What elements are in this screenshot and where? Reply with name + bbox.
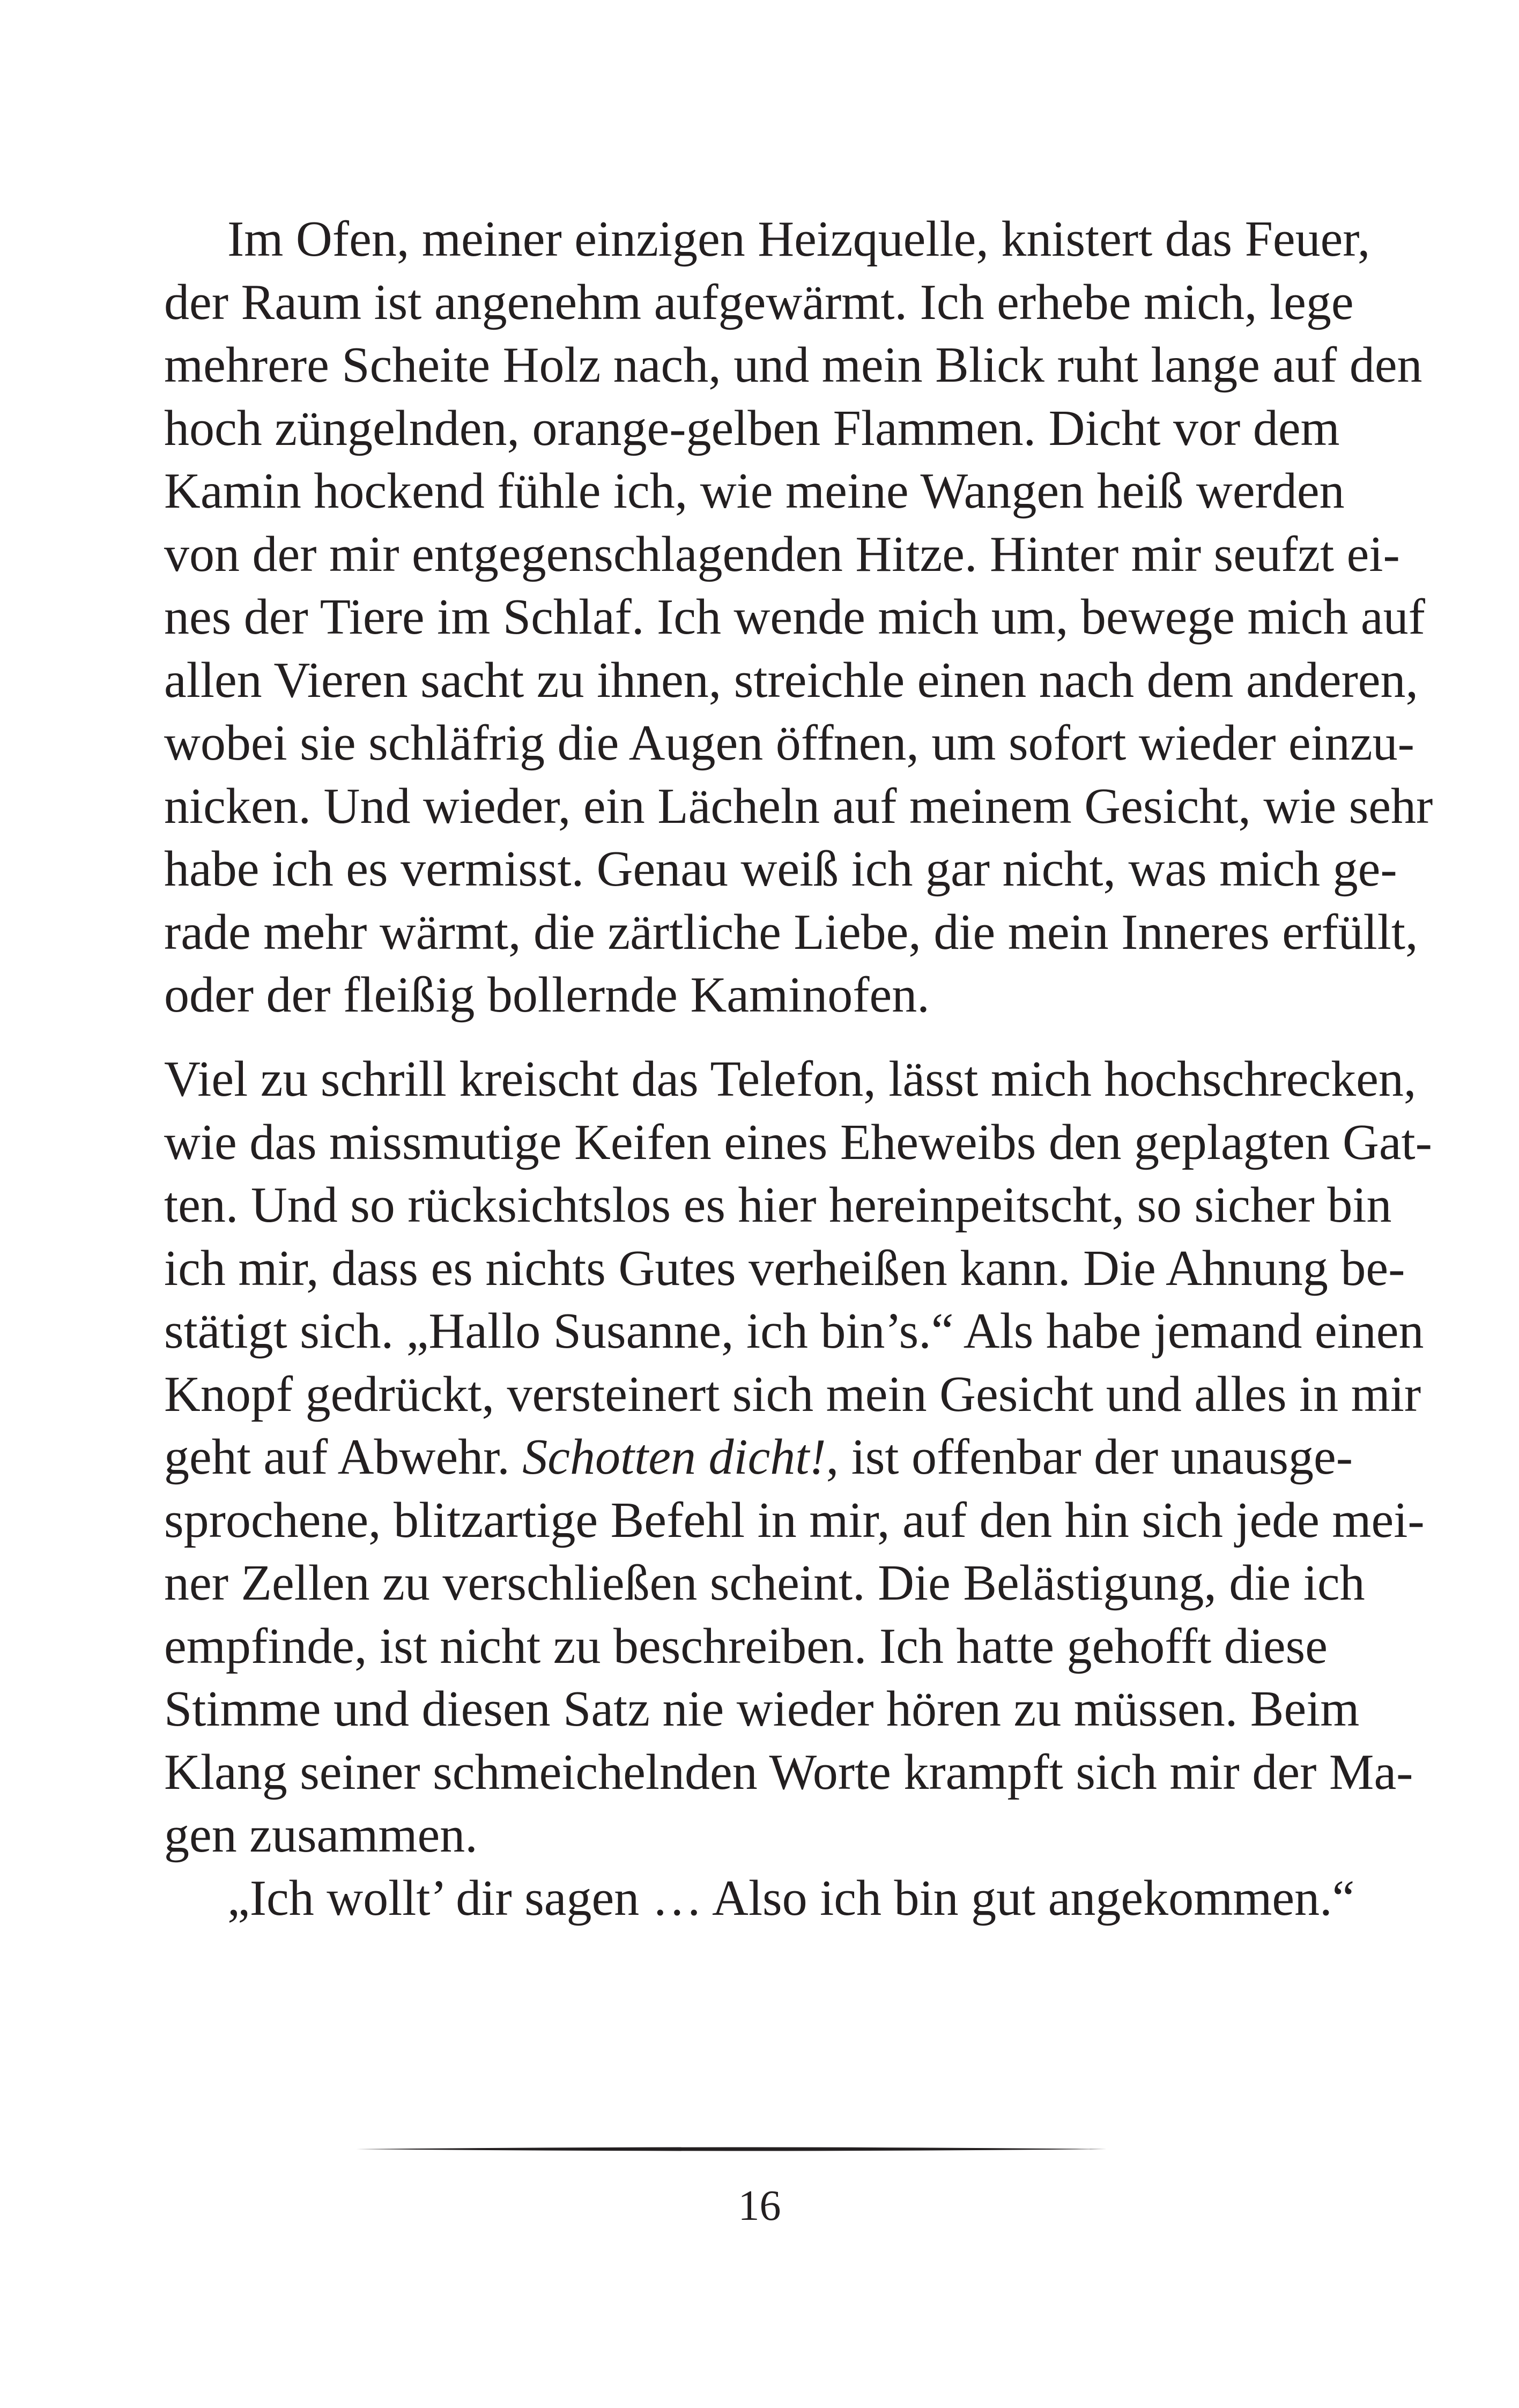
text-line: Kamin hockend fühle ich, wie meine Wangen heiß werden bbox=[164, 463, 1345, 519]
text-line: von der mir entgegenschlagenden Hitze. Hinter mir seufzt ei- bbox=[164, 526, 1400, 582]
text-line: rade mehr wärmt, die zärtliche Liebe, die mein Inneres erfüllt, bbox=[164, 904, 1418, 960]
footer-rule bbox=[356, 2146, 1107, 2152]
text-line: Klang seiner schmeichelnden Worte krampft sich mir der Ma- bbox=[164, 1744, 1413, 1800]
text-line: gen zusammen. bbox=[164, 1807, 478, 1863]
text-line: nicken. Und wieder, ein Lächeln auf meinem Gesicht, wie sehr bbox=[164, 778, 1433, 834]
text-line: ich mir, dass es nichts Gutes verheißen kann. Die Ahnung be- bbox=[164, 1240, 1405, 1296]
text-line: nes der Tiere im Schlaf. Ich wende mich um, bewege mich auf bbox=[164, 589, 1425, 645]
text-line: Stimme und diesen Satz nie wieder hören zu müssen. Beim bbox=[164, 1681, 1360, 1737]
text-line: Im Ofen, meiner einzigen Heizquelle, knistert das Feuer, bbox=[227, 211, 1370, 267]
page-number: 16 bbox=[738, 2182, 781, 2229]
text-line: wobei sie schläfrig die Augen öffnen, um sofort wieder einzu- bbox=[164, 715, 1414, 771]
text-segment: geht auf Abwehr. bbox=[164, 1429, 523, 1485]
text-line: wie das missmutige Keifen eines Eheweibs den geplagten Gat- bbox=[164, 1114, 1432, 1170]
paragraph-1 bbox=[164, 208, 1433, 1027]
text-line: mehrere Scheite Holz nach, und mein Blick ruht lange auf den bbox=[164, 337, 1422, 393]
text-line: der Raum ist angenehm aufgewärmt. Ich erhebe mich, lege bbox=[164, 274, 1354, 330]
text-line: allen Vieren sacht zu ihnen, streichle einen nach dem anderen, bbox=[164, 652, 1418, 708]
text-line: stätigt sich. „Hallo Susanne, ich bin’s.“ Als habe jemand einen bbox=[164, 1303, 1424, 1359]
dialogue-line: „Ich wollt’ dir sagen … Also ich bin gut angekommen.“ bbox=[227, 1870, 1355, 1926]
text-line: ten. Und so rücksichtslos es hier hereinpeitscht, so sicher bin bbox=[164, 1177, 1392, 1233]
italic-emphasis: Schotten dicht! bbox=[522, 1429, 826, 1485]
text-line-with-italic bbox=[164, 1426, 1353, 1489]
text-line: empfinde, ist nicht zu beschreiben. Ich hatte gehofft diese bbox=[164, 1618, 1328, 1674]
text-line: Knopf gedrückt, versteinert sich mein Gesicht und alles in mir bbox=[164, 1366, 1421, 1422]
text-line: hoch züngelnden, orange-gelben Flammen. Dicht vor dem bbox=[164, 400, 1340, 456]
text-segment: , ist offenbar der unausge- bbox=[826, 1429, 1353, 1485]
paragraph-2 bbox=[164, 1048, 1432, 1930]
text-line: ner Zellen zu verschließen scheint. Die Belästigung, die ich bbox=[164, 1555, 1365, 1611]
text-line: oder der fleißig bollernde Kaminofen. bbox=[164, 967, 930, 1023]
text-line: habe ich es vermisst. Genau weiß ich gar nicht, was mich ge- bbox=[164, 841, 1397, 897]
text-line: Viel zu schrill kreischt das Telefon, lässt mich hochschrecken, bbox=[164, 1051, 1417, 1107]
text-line: sprochene, blitzartige Befehl in mir, auf den hin sich jede mei- bbox=[164, 1492, 1425, 1548]
